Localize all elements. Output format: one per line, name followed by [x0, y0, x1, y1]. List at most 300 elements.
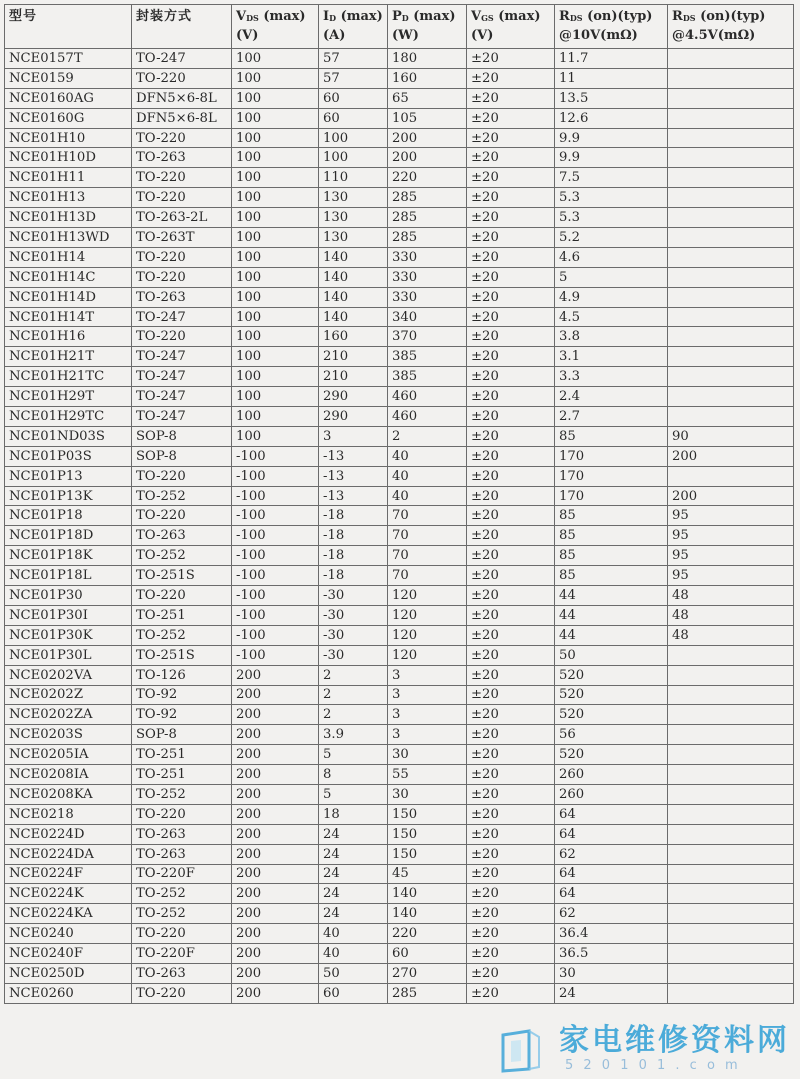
cell-id: -30: [319, 586, 388, 606]
cell-package: DFN5×6-8L: [132, 88, 232, 108]
cell-model: NCE01P30I: [5, 605, 132, 625]
cell-id: -13: [319, 486, 388, 506]
cell-vgs: ±20: [467, 68, 555, 88]
cell-id: 5: [319, 784, 388, 804]
cell-pd: 30: [388, 745, 467, 765]
cell-rds-10v: 3.1: [555, 347, 668, 367]
table-row: [5, 247, 794, 267]
cell-package: TO-263: [132, 824, 232, 844]
cell-vgs: ±20: [467, 685, 555, 705]
header-rds-4v5: $R_{DS}$ (on)(typ) @4.5V(mΩ): [668, 5, 794, 49]
cell-rds-4v5: [668, 784, 794, 804]
cell-id: 3.9: [319, 725, 388, 745]
cell-rds-10v: 4.6: [555, 247, 668, 267]
cell-vds: 100: [232, 68, 319, 88]
table-row: [5, 88, 794, 108]
cell-rds-10v: 2.4: [555, 387, 668, 407]
table-row: [5, 148, 794, 168]
cell-id: -18: [319, 546, 388, 566]
cell-vgs: ±20: [467, 605, 555, 625]
cell-id: 40: [319, 924, 388, 944]
cell-package: TO-247: [132, 387, 232, 407]
table-row: [5, 108, 794, 128]
cell-vgs: ±20: [467, 188, 555, 208]
cell-id: 140: [319, 307, 388, 327]
cell-vgs: ±20: [467, 267, 555, 287]
cell-package: TO-220F: [132, 944, 232, 964]
cell-rds-4v5: [668, 924, 794, 944]
cell-rds-4v5: [668, 247, 794, 267]
cell-vds: 100: [232, 307, 319, 327]
watermark-url: 5 2 0 1 0 1 . c o m: [565, 1058, 741, 1073]
cell-pd: 45: [388, 864, 467, 884]
cell-rds-4v5: 48: [668, 605, 794, 625]
cell-model: NCE01P03S: [5, 446, 132, 466]
cell-model: NCE01P18: [5, 506, 132, 526]
cell-model: NCE0202Z: [5, 685, 132, 705]
cell-rds-10v: 9.9: [555, 128, 668, 148]
cell-vds: -100: [232, 506, 319, 526]
cell-vds: 200: [232, 665, 319, 685]
cell-rds-10v: 11: [555, 68, 668, 88]
cell-vgs: ±20: [467, 367, 555, 387]
cell-id: 2: [319, 665, 388, 685]
cell-vgs: ±20: [467, 287, 555, 307]
cell-vgs: ±20: [467, 725, 555, 745]
site-watermark: [499, 1024, 790, 1073]
cell-rds-10v: 36.4: [555, 924, 668, 944]
cell-vgs: ±20: [467, 446, 555, 466]
cell-id: -18: [319, 566, 388, 586]
cell-pd: 460: [388, 387, 467, 407]
cell-model: NCE0224D: [5, 824, 132, 844]
cell-model: NCE01H21TC: [5, 367, 132, 387]
cell-pd: 160: [388, 68, 467, 88]
cell-vds: 100: [232, 347, 319, 367]
cell-pd: 105: [388, 108, 467, 128]
table-row: [5, 506, 794, 526]
table-row: [5, 884, 794, 904]
cell-rds-4v5: [668, 705, 794, 725]
cell-vgs: ±20: [467, 247, 555, 267]
table-row: [5, 685, 794, 705]
cell-vgs: ±20: [467, 705, 555, 725]
cell-vgs: ±20: [467, 824, 555, 844]
cell-vgs: ±20: [467, 128, 555, 148]
header-pd: $P_D$ (max) (W): [388, 5, 467, 49]
cell-rds-4v5: [668, 844, 794, 864]
cell-rds-4v5: [668, 963, 794, 983]
cell-rds-10v: 13.5: [555, 88, 668, 108]
table-row: [5, 625, 794, 645]
cell-rds-4v5: [668, 307, 794, 327]
cell-package: TO-263: [132, 148, 232, 168]
cell-rds-10v: 64: [555, 824, 668, 844]
cell-package: TO-247: [132, 49, 232, 69]
cell-package: TO-220: [132, 586, 232, 606]
cell-rds-10v: 520: [555, 685, 668, 705]
cell-pd: 460: [388, 407, 467, 427]
cell-package: DFN5×6-8L: [132, 108, 232, 128]
cell-vgs: ±20: [467, 148, 555, 168]
cell-package: SOP-8: [132, 725, 232, 745]
cell-pd: 150: [388, 824, 467, 844]
cell-pd: 40: [388, 486, 467, 506]
cell-rds-4v5: 48: [668, 625, 794, 645]
cell-rds-4v5: [668, 466, 794, 486]
cell-rds-10v: 3.8: [555, 327, 668, 347]
cell-pd: 270: [388, 963, 467, 983]
cell-rds-10v: 44: [555, 625, 668, 645]
cell-rds-4v5: [668, 725, 794, 745]
cell-package: TO-252: [132, 784, 232, 804]
table-row: [5, 466, 794, 486]
cell-pd: 330: [388, 267, 467, 287]
cell-rds-10v: 4.9: [555, 287, 668, 307]
cell-vgs: ±20: [467, 208, 555, 228]
cell-pd: 40: [388, 466, 467, 486]
cell-rds-4v5: [668, 407, 794, 427]
cell-rds-4v5: [668, 824, 794, 844]
cell-vgs: ±20: [467, 546, 555, 566]
table-row: [5, 864, 794, 884]
cell-package: SOP-8: [132, 426, 232, 446]
cell-vds: -100: [232, 486, 319, 506]
cell-model: NCE01H14D: [5, 287, 132, 307]
cell-rds-4v5: [668, 287, 794, 307]
cell-package: TO-92: [132, 705, 232, 725]
cell-pd: 285: [388, 228, 467, 248]
table-row: [5, 387, 794, 407]
table-row: [5, 844, 794, 864]
cell-rds-4v5: [668, 983, 794, 1003]
cell-rds-10v: 520: [555, 705, 668, 725]
cell-rds-10v: 50: [555, 645, 668, 665]
cell-rds-10v: 260: [555, 765, 668, 785]
cell-vds: 100: [232, 228, 319, 248]
cell-vds: 200: [232, 884, 319, 904]
cell-rds-10v: 85: [555, 546, 668, 566]
cell-vgs: ±20: [467, 924, 555, 944]
cell-vds: 100: [232, 108, 319, 128]
cell-package: TO-220F: [132, 864, 232, 884]
cell-rds-4v5: 200: [668, 446, 794, 466]
cell-vds: 200: [232, 725, 319, 745]
cell-vgs: ±20: [467, 506, 555, 526]
cell-pd: 70: [388, 546, 467, 566]
table-row: [5, 287, 794, 307]
cell-model: NCE0159: [5, 68, 132, 88]
cell-rds-10v: 44: [555, 586, 668, 606]
cell-rds-4v5: [668, 347, 794, 367]
cell-rds-10v: 5.2: [555, 228, 668, 248]
watermark-logo-icon: [499, 1029, 555, 1073]
cell-pd: 3: [388, 685, 467, 705]
cell-rds-10v: 30: [555, 963, 668, 983]
cell-rds-4v5: [668, 367, 794, 387]
cell-id: -30: [319, 625, 388, 645]
cell-pd: 55: [388, 765, 467, 785]
cell-vds: 200: [232, 944, 319, 964]
cell-pd: 70: [388, 566, 467, 586]
cell-rds-10v: 85: [555, 566, 668, 586]
cell-package: TO-126: [132, 665, 232, 685]
cell-rds-4v5: [668, 387, 794, 407]
cell-package: TO-252: [132, 904, 232, 924]
cell-rds-10v: 85: [555, 506, 668, 526]
cell-id: 8: [319, 765, 388, 785]
cell-package: TO-251: [132, 745, 232, 765]
cell-vgs: ±20: [467, 108, 555, 128]
cell-model: NCE01H21T: [5, 347, 132, 367]
cell-rds-4v5: [668, 944, 794, 964]
cell-model: NCE01H14: [5, 247, 132, 267]
cell-rds-4v5: [668, 904, 794, 924]
cell-id: 50: [319, 963, 388, 983]
cell-pd: 70: [388, 506, 467, 526]
cell-pd: 140: [388, 904, 467, 924]
cell-vds: 200: [232, 765, 319, 785]
table-row: [5, 168, 794, 188]
cell-pd: 285: [388, 188, 467, 208]
cell-id: 2: [319, 705, 388, 725]
watermark-brand: 家电维修资料网: [559, 1023, 790, 1058]
cell-rds-10v: 3.3: [555, 367, 668, 387]
cell-package: TO-251S: [132, 566, 232, 586]
cell-vgs: ±20: [467, 983, 555, 1003]
cell-vds: 100: [232, 148, 319, 168]
cell-rds-10v: 12.6: [555, 108, 668, 128]
cell-model: NCE01P18K: [5, 546, 132, 566]
cell-pd: 2: [388, 426, 467, 446]
cell-rds-10v: 4.5: [555, 307, 668, 327]
cell-pd: 180: [388, 49, 467, 69]
cell-package: TO-220: [132, 128, 232, 148]
cell-pd: 3: [388, 705, 467, 725]
table-row: [5, 944, 794, 964]
cell-rds-10v: 170: [555, 466, 668, 486]
cell-id: 24: [319, 864, 388, 884]
header-row: [5, 5, 794, 49]
table-row: [5, 367, 794, 387]
cell-rds-4v5: [668, 765, 794, 785]
cell-rds-10v: 64: [555, 864, 668, 884]
cell-id: 290: [319, 407, 388, 427]
cell-model: NCE01P13: [5, 466, 132, 486]
table-row: [5, 327, 794, 347]
header-rds-10v: $R_{DS}$ (on)(typ) @10V(mΩ): [555, 5, 668, 49]
cell-rds-4v5: 48: [668, 586, 794, 606]
cell-vds: -100: [232, 586, 319, 606]
cell-pd: 60: [388, 944, 467, 964]
cell-vds: 100: [232, 327, 319, 347]
cell-model: NCE01H29T: [5, 387, 132, 407]
cell-vgs: ±20: [467, 327, 555, 347]
cell-vds: 100: [232, 88, 319, 108]
header-id: $I_D$ (max) (A): [319, 5, 388, 49]
cell-rds-10v: 5.3: [555, 208, 668, 228]
cell-model: NCE0240: [5, 924, 132, 944]
table-row: [5, 426, 794, 446]
cell-id: 110: [319, 168, 388, 188]
cell-rds-4v5: [668, 745, 794, 765]
cell-vgs: ±20: [467, 228, 555, 248]
cell-id: 57: [319, 68, 388, 88]
cell-vds: -100: [232, 546, 319, 566]
cell-package: TO-220: [132, 68, 232, 88]
cell-vds: 100: [232, 188, 319, 208]
cell-model: NCE01H10: [5, 128, 132, 148]
cell-model: NCE0260: [5, 983, 132, 1003]
cell-model: NCE01H29TC: [5, 407, 132, 427]
cell-pd: 140: [388, 884, 467, 904]
cell-id: -30: [319, 645, 388, 665]
cell-vgs: ±20: [467, 407, 555, 427]
cell-rds-10v: 64: [555, 884, 668, 904]
table-row: [5, 347, 794, 367]
cell-vds: -100: [232, 645, 319, 665]
cell-pd: 200: [388, 128, 467, 148]
cell-model: NCE0202VA: [5, 665, 132, 685]
cell-model: NCE0240F: [5, 944, 132, 964]
cell-package: TO-252: [132, 625, 232, 645]
cell-pd: 120: [388, 625, 467, 645]
table-row: [5, 208, 794, 228]
cell-vgs: ±20: [467, 765, 555, 785]
cell-pd: 120: [388, 605, 467, 625]
cell-rds-4v5: 95: [668, 566, 794, 586]
cell-vgs: ±20: [467, 586, 555, 606]
cell-rds-4v5: [668, 884, 794, 904]
table-row: [5, 68, 794, 88]
cell-vgs: ±20: [467, 466, 555, 486]
cell-pd: 330: [388, 287, 467, 307]
cell-package: TO-247: [132, 307, 232, 327]
cell-rds-10v: 7.5: [555, 168, 668, 188]
cell-rds-4v5: [668, 327, 794, 347]
cell-rds-4v5: 95: [668, 526, 794, 546]
table-row: [5, 566, 794, 586]
cell-package: TO-220: [132, 983, 232, 1003]
cell-rds-10v: 520: [555, 745, 668, 765]
cell-rds-4v5: 95: [668, 546, 794, 566]
cell-model: NCE01P13K: [5, 486, 132, 506]
table-row: [5, 824, 794, 844]
cell-vgs: ±20: [467, 486, 555, 506]
cell-rds-10v: 85: [555, 426, 668, 446]
cell-pd: 220: [388, 168, 467, 188]
cell-rds-4v5: 90: [668, 426, 794, 446]
table-row: [5, 605, 794, 625]
cell-model: NCE01P18D: [5, 526, 132, 546]
cell-pd: 30: [388, 784, 467, 804]
cell-package: TO-220: [132, 267, 232, 287]
cell-vgs: ±20: [467, 745, 555, 765]
cell-id: 24: [319, 884, 388, 904]
cell-rds-10v: 11.7: [555, 49, 668, 69]
cell-rds-4v5: [668, 188, 794, 208]
cell-model: NCE01H16: [5, 327, 132, 347]
cell-id: 210: [319, 367, 388, 387]
header-package: 封装方式: [132, 5, 232, 49]
header-vgs: $V_{GS}$ (max) (V): [467, 5, 555, 49]
cell-pd: 340: [388, 307, 467, 327]
cell-model: NCE0208KA: [5, 784, 132, 804]
cell-model: NCE01H11: [5, 168, 132, 188]
cell-rds-10v: 520: [555, 665, 668, 685]
cell-id: 60: [319, 983, 388, 1003]
cell-vgs: ±20: [467, 884, 555, 904]
cell-pd: 220: [388, 924, 467, 944]
cell-rds-4v5: [668, 208, 794, 228]
cell-rds-10v: 62: [555, 904, 668, 924]
table-row: [5, 904, 794, 924]
cell-rds-4v5: [668, 665, 794, 685]
cell-model: NCE01ND03S: [5, 426, 132, 446]
cell-id: -18: [319, 506, 388, 526]
cell-rds-4v5: [668, 88, 794, 108]
cell-rds-4v5: [668, 228, 794, 248]
cell-id: 130: [319, 188, 388, 208]
cell-model: NCE01H10D: [5, 148, 132, 168]
cell-vds: 100: [232, 287, 319, 307]
cell-package: TO-92: [132, 685, 232, 705]
table-row: [5, 705, 794, 725]
cell-vgs: ±20: [467, 625, 555, 645]
cell-model: NCE0205IA: [5, 745, 132, 765]
cell-rds-10v: 260: [555, 784, 668, 804]
cell-vgs: ±20: [467, 844, 555, 864]
cell-rds-10v: 5.3: [555, 188, 668, 208]
cell-rds-4v5: 95: [668, 506, 794, 526]
table-row: [5, 446, 794, 466]
cell-vds: 100: [232, 247, 319, 267]
cell-id: 140: [319, 267, 388, 287]
cell-vds: 100: [232, 168, 319, 188]
cell-id: 140: [319, 247, 388, 267]
cell-vds: -100: [232, 605, 319, 625]
cell-model: NCE0218: [5, 804, 132, 824]
cell-id: -18: [319, 526, 388, 546]
cell-rds-4v5: [668, 108, 794, 128]
cell-rds-4v5: [668, 128, 794, 148]
cell-id: 60: [319, 88, 388, 108]
cell-pd: 285: [388, 983, 467, 1003]
table-row: [5, 228, 794, 248]
table-row: [5, 745, 794, 765]
cell-vgs: ±20: [467, 904, 555, 924]
cell-package: TO-247: [132, 407, 232, 427]
cell-vds: 100: [232, 407, 319, 427]
cell-id: 24: [319, 824, 388, 844]
cell-pd: 370: [388, 327, 467, 347]
table-row: [5, 49, 794, 69]
table-row: [5, 665, 794, 685]
cell-model: NCE0224F: [5, 864, 132, 884]
cell-vds: 200: [232, 924, 319, 944]
cell-package: TO-251S: [132, 645, 232, 665]
cell-pd: 120: [388, 645, 467, 665]
cell-rds-4v5: [668, 168, 794, 188]
cell-package: TO-252: [132, 486, 232, 506]
cell-vgs: ±20: [467, 944, 555, 964]
cell-rds-10v: 2.7: [555, 407, 668, 427]
cell-vds: 200: [232, 804, 319, 824]
cell-id: 210: [319, 347, 388, 367]
table-row: [5, 645, 794, 665]
cell-rds-10v: 56: [555, 725, 668, 745]
table-row: [5, 128, 794, 148]
